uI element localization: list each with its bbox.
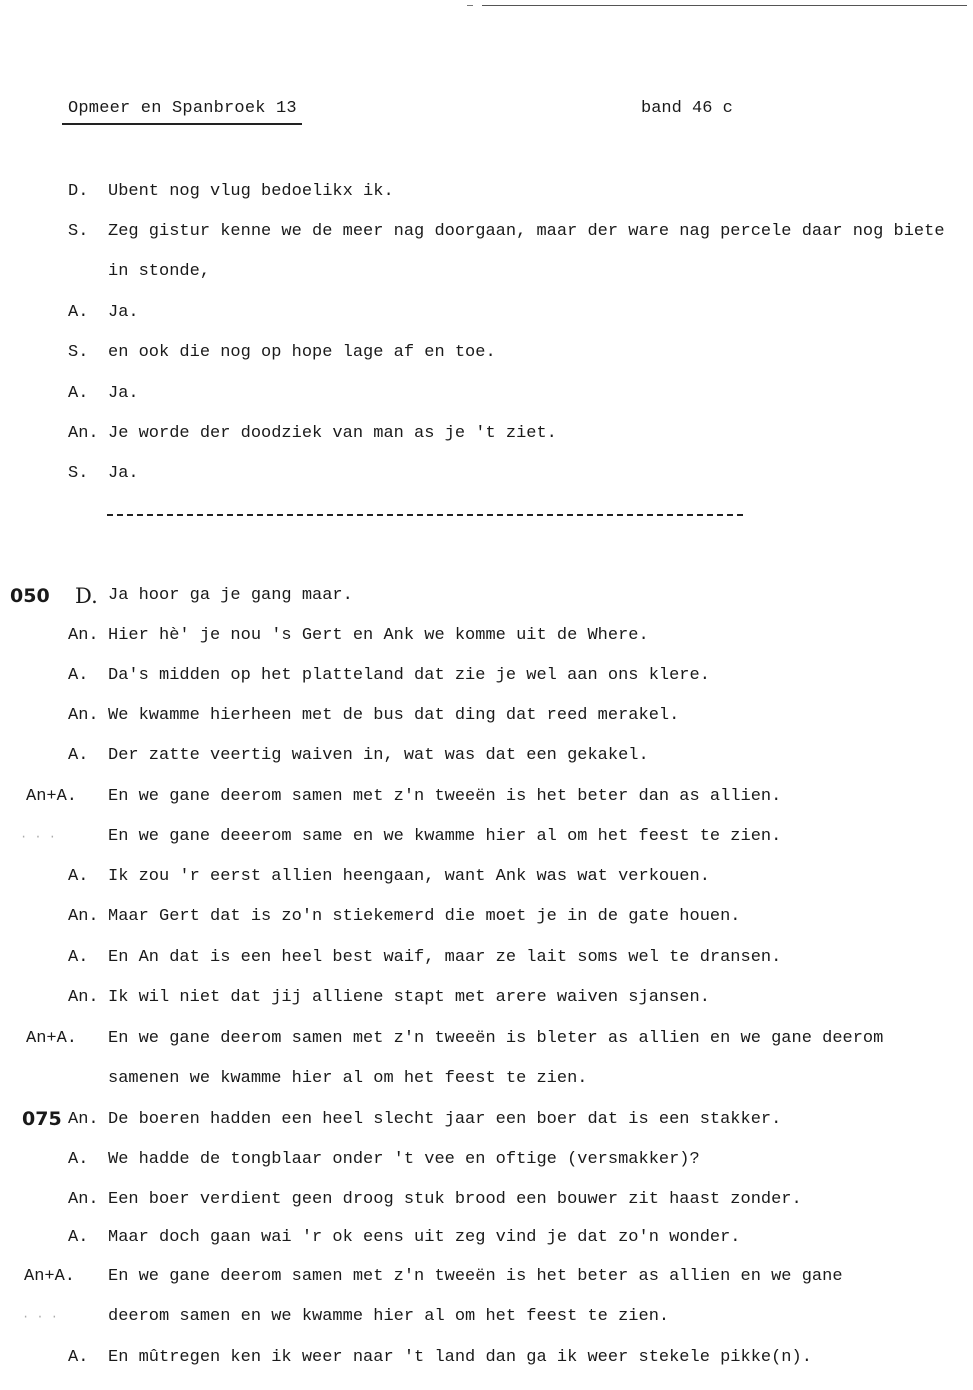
transcript-line: Ubent nog vlug bedoelikx ik.	[108, 182, 394, 201]
transcript-line: Maar doch gaan wai 'r ok eens uit zeg vind je dat zo'n wonder.	[108, 1228, 741, 1247]
speaker-label: D.	[68, 182, 89, 201]
speaker-label: A.	[68, 746, 89, 765]
transcript-line: Ja hoor ga je gang maar.	[108, 586, 353, 605]
speaker-label: A.	[68, 1228, 89, 1247]
transcript-line: Een boer verdient geen droog stuk brood een bouwer zit haast zonder.	[108, 1190, 802, 1209]
speaker-label: An.	[68, 907, 99, 926]
transcript-line: Da's midden op het platteland dat zie je wel aan ons klere.	[108, 666, 710, 685]
speaker-label: S.	[68, 222, 89, 241]
speaker-label: An.	[68, 1110, 99, 1129]
speaker-label: A.	[68, 1348, 89, 1367]
transcript-line: samenen we kwamme hier al om het feest te zien.	[108, 1069, 588, 1088]
speaker-label: A.	[68, 948, 89, 967]
transcript-line: Ja.	[108, 464, 139, 483]
faint-marks: · · ·	[20, 830, 57, 844]
title-underline	[62, 123, 302, 125]
transcript-line: Je worde der doodziek van man as je 't ziet.	[108, 424, 557, 443]
transcript-line: En An dat is een heel best waif, maar ze lait soms wel te dransen.	[108, 948, 782, 967]
transcript-line: deerom samen en we kwamme hier al om het feest te zien.	[108, 1307, 670, 1326]
transcript-line: Maar Gert dat is zo'n stiekemerd die moet je in de gate houen.	[108, 907, 741, 926]
faint-marks: · · ·	[22, 1310, 59, 1324]
transcript-line: Hier hè' je nou 's Gert en Ank we komme uit de Where.	[108, 626, 649, 645]
speaker-label: An.	[68, 626, 99, 645]
speaker-label: S.	[68, 343, 89, 362]
speaker-label: An.	[68, 1190, 99, 1209]
transcript-line: En we gane deerom samen met z'n tweeën is bleter as allien en we gane deerom	[108, 1029, 884, 1048]
transcript-line: Ik wil niet dat jij alliene stapt met arere waiven sjansen.	[108, 988, 710, 1007]
transcript-line: We kwamme hierheen met de bus dat ding dat reed merakel.	[108, 706, 680, 725]
transcript-line: Zeg gistur kenne we de meer nag doorgaan, maar der ware nag percele daar nog biete	[108, 222, 945, 241]
speaker-label: D.	[75, 584, 98, 608]
speaker-label: An.	[68, 988, 99, 1007]
transcript-line: Der zatte veertig waiven in, wat was dat een gekakel.	[108, 746, 649, 765]
speaker-label: A.	[68, 303, 89, 322]
speaker-label: An+A.	[24, 1267, 76, 1286]
speaker-label: A.	[68, 1150, 89, 1169]
tape-counter-075: 075	[22, 1108, 62, 1130]
speaker-label: A.	[68, 384, 89, 403]
transcript-line: Ik zou 'r eerst allien heengaan, want Ank was wat verkouen.	[108, 867, 710, 886]
band-label: band 46 c	[641, 99, 733, 118]
speaker-label: A.	[68, 666, 89, 685]
transcript-line: Ja.	[108, 303, 139, 322]
speaker-label: An.	[68, 706, 99, 725]
transcript-line: Ja.	[108, 384, 139, 403]
tape-counter-050: 050	[10, 585, 50, 607]
transcript-line: En we gane deerom samen met z'n tweeën is het beter dan as allien.	[108, 787, 782, 806]
speaker-label: An+A.	[26, 787, 78, 806]
transcript-line: En we gane deerom samen met z'n tweeën is het beter as allien en we gane	[108, 1267, 843, 1286]
section-separator	[107, 514, 743, 516]
transcript-line: We hadde de tongblaar onder 't vee en oftige (versmakker)?	[108, 1150, 700, 1169]
speaker-label: An+A.	[26, 1029, 78, 1048]
speaker-label: S.	[68, 464, 89, 483]
transcript-line: En we gane deeerom same en we kwamme hier al om het feest te zien.	[108, 827, 782, 846]
speaker-label: A.	[68, 867, 89, 886]
transcript-line: En mûtregen ken ik weer naar 't land dan ga ik weer stekele pikke(n).	[108, 1348, 812, 1367]
transcript-line: De boeren hadden een heel slecht jaar een boer dat is een stakker.	[108, 1110, 782, 1129]
transcript-line: in stonde,	[108, 262, 211, 281]
document-title: Opmeer en Spanbroek 13	[68, 99, 297, 118]
transcript-line: en ook die nog op hope lage af en toe.	[108, 343, 496, 362]
page-mark	[467, 5, 473, 6]
top-rule	[482, 5, 967, 6]
speaker-label: An.	[68, 424, 99, 443]
